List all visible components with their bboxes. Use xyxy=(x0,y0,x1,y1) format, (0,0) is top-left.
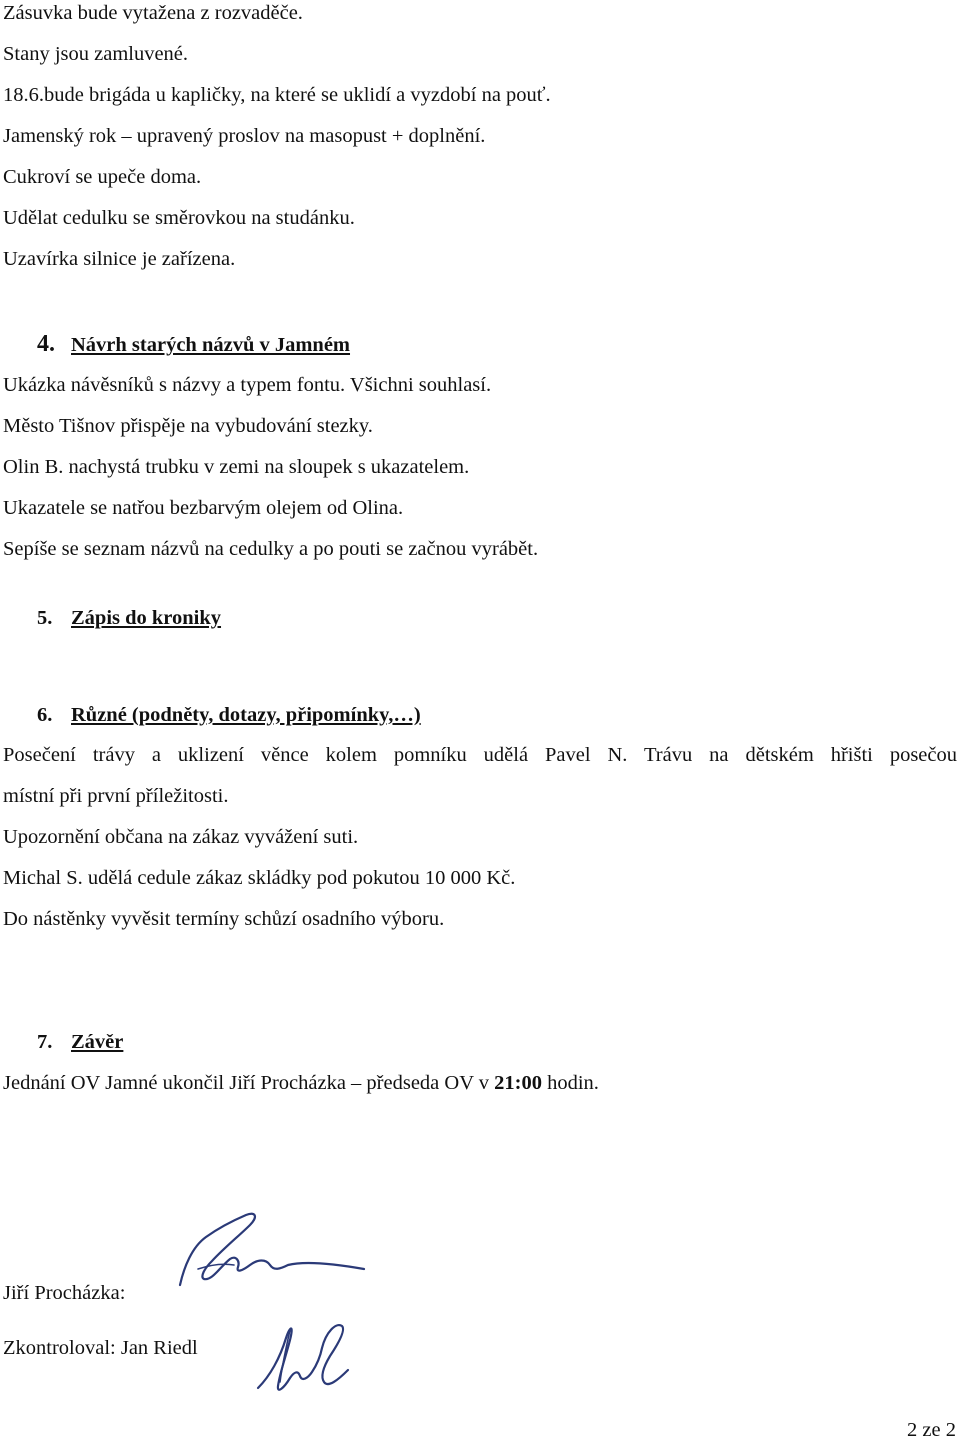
text-line-1: Zásuvka bude vytažena z rozvaděče. xyxy=(3,2,303,24)
text-line-5: Cukroví se upeče doma. xyxy=(3,166,202,188)
section-6-paragraph-line-2: místní při první příležitosti. xyxy=(3,785,229,807)
text-line-4: Jamenský rok – upravený proslov na masopust + doplnění. xyxy=(3,125,486,147)
section-5-number: 5. xyxy=(37,607,53,629)
section-6-line-2: Michal S. udělá cedule zákaz skládky pod pokutou 10 000 Kč. xyxy=(3,867,516,889)
section-5-title: Zápis do kroniky xyxy=(71,607,222,629)
section-4-number: 4. xyxy=(37,331,55,357)
section-7-text-before: Jednání OV Jamné ukončil Jiří Procházka – předseda OV v xyxy=(3,1072,495,1094)
section-6-heading xyxy=(37,703,421,727)
text-line-6: Udělat cedulku se směrovkou na studánku. xyxy=(3,207,355,229)
meeting-end-time: 21:00 xyxy=(494,1072,542,1094)
section-7-number: 7. xyxy=(37,1031,53,1053)
section-6-line-3: Do nástěnky vyvěsit termíny schůzí osadního výboru. xyxy=(3,908,445,930)
section-6-title: Různé (podněty, dotazy, připomínky,…) xyxy=(71,704,421,726)
text-line-7: Uzavírka silnice je zařízena. xyxy=(3,248,236,270)
section-4-line-5: Sepíše se seznam názvů na cedulky a po pouti se začnou vyrábět. xyxy=(3,538,539,560)
section-6-number: 6. xyxy=(37,704,53,726)
section-4-line-2: Město Tišnov přispěje na vybudování stezky. xyxy=(3,415,373,437)
section-7-text xyxy=(3,1071,599,1095)
signature-1-image xyxy=(170,1205,370,1295)
section-4-title: Návrh starých názvů v Jamném xyxy=(71,334,351,356)
section-7-heading xyxy=(37,1030,123,1054)
text-line-3: 18.6.bude brigáda u kapličky, na které se uklidí a vyzdobí na pouť. xyxy=(3,84,551,106)
signature-2-image xyxy=(250,1318,360,1398)
section-6-line-1: Upozornění občana na zákaz vyvážení suti. xyxy=(3,826,359,848)
section-5-heading xyxy=(37,606,221,630)
signer-1-label: Jiří Procházka: xyxy=(3,1282,126,1304)
section-7-title: Závěr xyxy=(71,1031,124,1053)
signer-2-label: Zkontroloval: Jan Riedl xyxy=(3,1337,198,1359)
section-4-line-3: Olin B. nachystá trubku v zemi na sloupek s ukazatelem. xyxy=(3,456,470,478)
text-line-2: Stany jsou zamluvené. xyxy=(3,43,189,65)
section-4-line-1: Ukázka návěsníků s názvy a typem fontu. Všichni souhlasí. xyxy=(3,374,492,396)
section-7-text-after: hodin. xyxy=(541,1072,599,1094)
section-6-paragraph-line-1: Posečení trávy a uklizení věnce kolem pomníku udělá Pavel N. Trávu na dětském hřišti posečou xyxy=(3,744,957,766)
section-4-heading xyxy=(37,332,350,357)
section-4-line-4: Ukazatele se natřou bezbarvým olejem od Olina. xyxy=(3,497,404,519)
page-number: 2 ze 2 xyxy=(907,1419,956,1441)
